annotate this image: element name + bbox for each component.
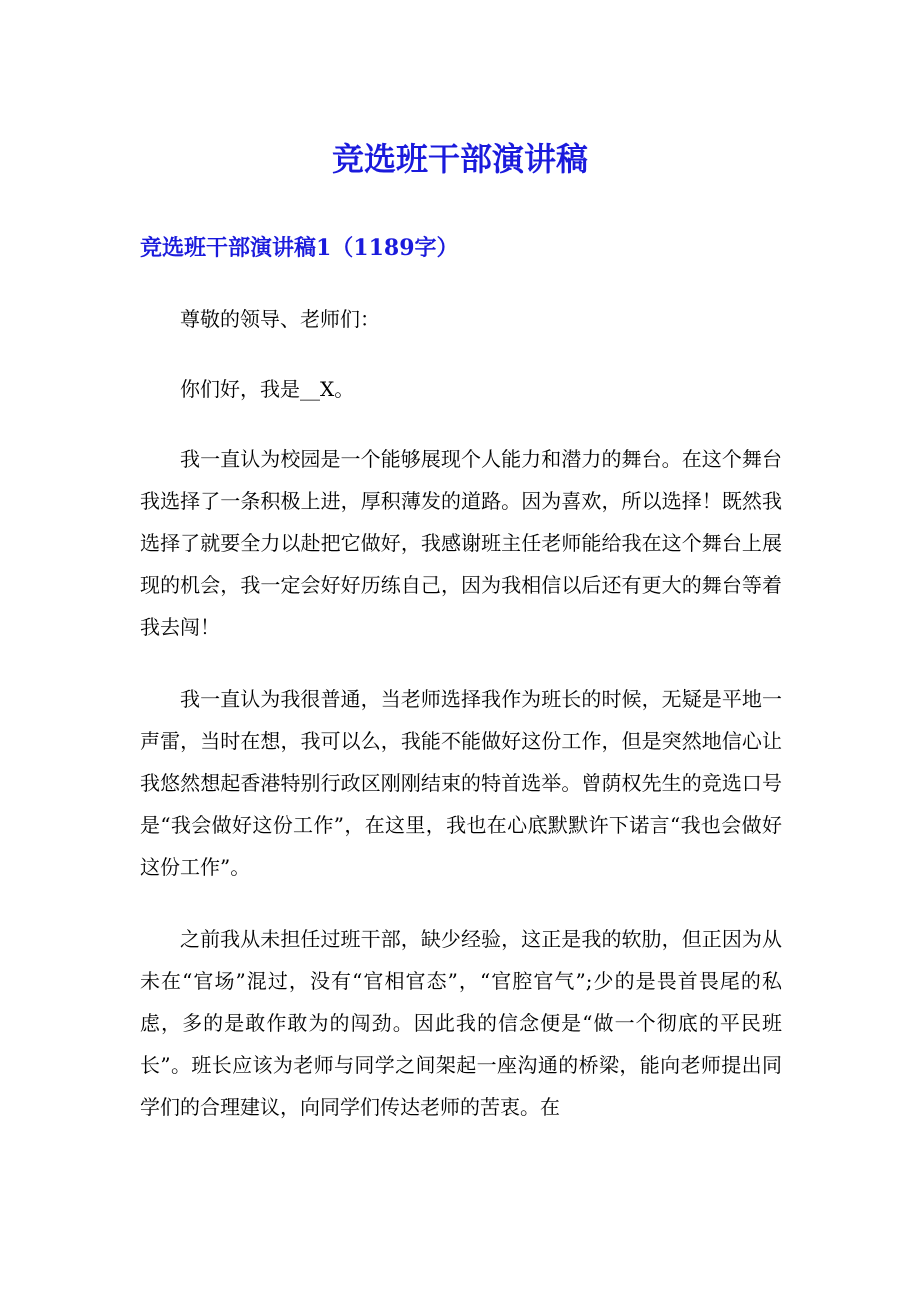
- document-title: 竞选班干部演讲稿: [331, 140, 588, 178]
- paragraph-3: 之前我从未担任过班干部，缺少经验，这正是我的软肋，但正因为从未在“官场”混过，没有“官相官态”，“官腔官气”;少的是畏首畏尾的私虑，多的是敢作敢为的闯劲。因此我的信念便是“做一个彻底的平民班长”。班长应该为老师与同学之间架起一座沟通的桥梁，能向老师提出同学们的合理建议，向同学们传达老师的苦衷。在: [140, 927, 782, 1119]
- paragraph-greeting: 你们好，我是__X。: [180, 377, 355, 401]
- paragraph-1: 我一直认为校园是一个能够展现个人能力和潜力的舞台。在这个舞台我选择了一条积极上进，厚积薄发的道路。因为喜欢，所以选择！既然我选择了就要全力以赴把它做好，我感谢班主任老师能给我在这个舞台上展现的机会，我一定会好好历练自己，因为我相信以后还有更大的舞台等着我去闯！: [140, 447, 782, 639]
- paragraph-2: 我一直认为我很普通，当老师选择我作为班长的时候，无疑是平地一声雷，当时在想，我可以么，我能不能做好这份工作，但是突然地信心让我悠然想起香港特别行政区刚刚结束的特首选举。曾荫权先生的竞选口号是“我会做好这份工作”，在这里，我也在心底默默许下诺言“我也会做好这份工作”。: [140, 687, 782, 879]
- paragraph-salutation: 尊敬的领导、老师们：: [180, 307, 380, 331]
- document-body: [140, 298, 782, 1158]
- section-heading: 竞选班干部演讲稿1（1189字）: [140, 235, 459, 261]
